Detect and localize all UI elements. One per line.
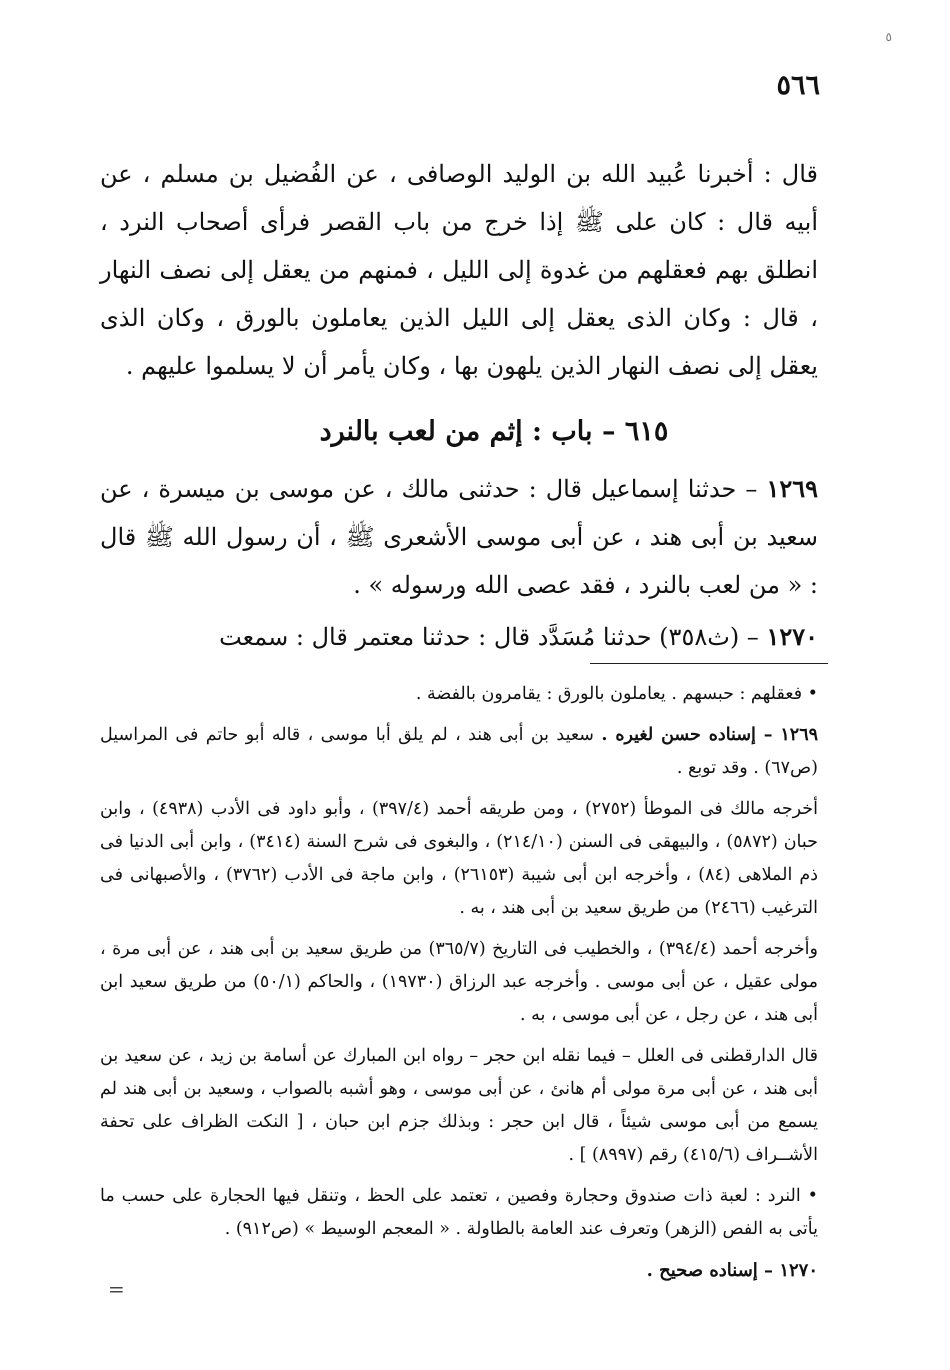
corner-mark: ٥: [885, 30, 892, 44]
intro-paragraph: قال : أخبرنا عُبيد الله بن الوليد الوصافى ، عن الفُضيل بن مسلم ، عن أبيه قال : كان على ﷺ إذا خرج من باب القصر فرأى أصحاب النرد ، انطلق بهم فعقلهم من غدوة إلى الليل ، فمنهم من يعقل إلى نصف النهار ، قال : وكان الذى يعقل إلى الليل الذين يعاملون بالورق ، وكان الذى يعقل إلى نصف النهار الذين يلهون بها ، وكان يأمر أن لا يسلموا عليهم .: [100, 160, 818, 380]
footnote-separator: [590, 663, 828, 664]
footnotes: [100, 678, 818, 1295]
hadith-1270-text: – (ث٣٥٨) حدثنا مُسَدَّد قال : حدثنا معتمر قال : سمعت: [219, 623, 767, 651]
footnote-1269-label: ١٢٦٩ – إسناده حسن لغيره .: [601, 725, 818, 745]
footnote-1269: [100, 719, 818, 785]
hadith-1270-number: ١٢٧٠: [766, 622, 818, 651]
hadith-1269-number: ١٢٦٩: [766, 474, 818, 503]
chapter-heading: ٦١٥ – باب : إثم من لعب بالنرد: [319, 416, 669, 447]
footnote-takhrij-1: أخرجه مالك فى الموطأ (٢٧٥٢) ، ومن طريقه أحمد (٣٩٧/٤) ، وأبو داود فى الأدب (٤٩٣٨) ، وابن حبان (٥٨٧٢) ، والبيهقى فى السنن (٢١٤/١٠) ، والبغوى فى شرح السنة (٣٤١٤) ، وابن أبى الدنيا فى ذم الملاهى (٨٤) ، وأخرجه ابن أبى شيبة (٢٦١٥٣) ، وابن ماجة فى الأدب (٣٧٦٢) ، والأصبهانى فى الترغيب (٢٤٦٦) من طريق سعيد بن أبى هند ، به .: [100, 799, 819, 918]
footnote-daraqutni: قال الدارقطنى فى العلل – فيما نقله ابن حجر – رواه ابن المبارك عن أسامة بن زيد ، عن سعيد بن أبى هند ، عن أبى مرة مولى أم هانئ ، عن أبى موسى ، وهو أشبه بالصواب ، وسعيد بن أبى هند لم يسمع من أبى موسى شيئاً ، قال ابن حجر : وبذلك جزم ابن حبان ، [ النكت الظراف على تحفة الأشــراف (٤١٥/٦) رقم (٨٩٩٧) ] .: [100, 1046, 818, 1165]
continuation-mark: =: [108, 1277, 125, 1301]
hadith-1270: [100, 613, 818, 661]
footnote-1270: ١٢٧٠ – إسناده صحيح .: [646, 1260, 818, 1281]
footnote-nard: • النرد : لعبة ذات صندوق وحجارة وفصين ، تعتمد على الحظ ، وتنقل فيها الحجارة على حسب ما يأتى به الفص (الزهر) وتعرف عند العامة بالطاولة . « المعجم الوسيط » (ص٩١٢) .: [100, 1186, 818, 1239]
page-number: ٥٦٦: [776, 70, 820, 101]
hadith-1269-text: – حدثنا إسماعيل قال : حدثنى مالك ، عن موسى بن ميسرة ، عن سعيد بن أبى هند ، عن أبى موسى الأشعرى ﷺ ، أن رسول الله ﷺ قال : « من لعب بالنرد ، فقد عصى الله ورسوله » .: [100, 475, 818, 599]
main-text: [100, 150, 818, 661]
footnote-takhrij-2: وأخرجه أحمد (٣٩٤/٤) ، والخطيب فى التاريخ (٣٦٥/٧) من طريق سعيد بن أبى هند ، عن أبى مرة ، مولى عقيل ، عن أبى موسى . وأخرجه عبد الرزاق (١٩٧٣٠) ، والحاكم (٥٠/١) من طريق سعيد ابن أبى هند ، عن رجل ، عن أبى موسى ، به .: [100, 939, 818, 1025]
footnote-1269-text: سعيد بن أبى هند ، لم يلق أبا موسى ، قاله أبو حاتم فى المراسيل (ص٦٧) . وقد توبع .: [100, 725, 818, 778]
footnote-gloss: • فعقلهم : حبسهم . يعاملون بالورق : يقامرون بالفضة .: [415, 684, 818, 704]
hadith-1269: [100, 465, 818, 609]
